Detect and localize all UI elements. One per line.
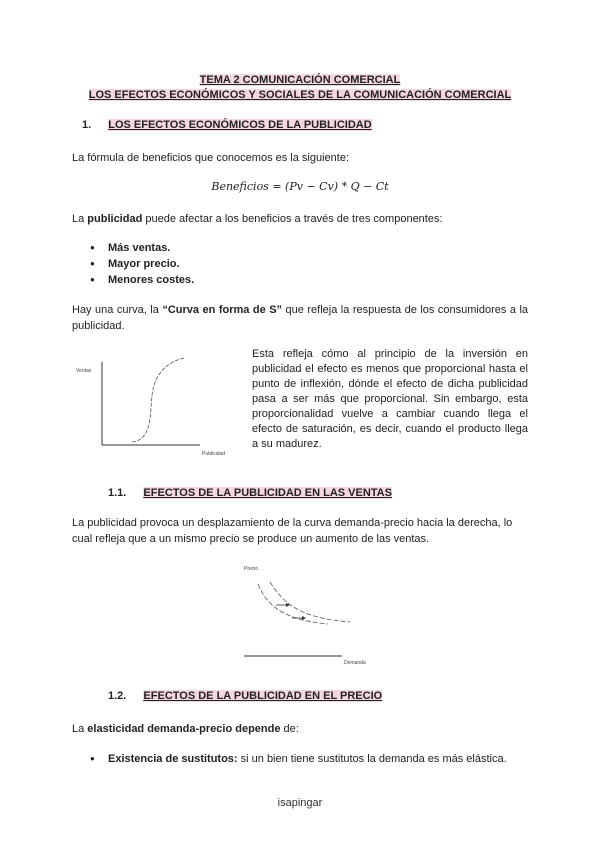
components-list — [86, 240, 194, 288]
list-item: ● Existencia de sustitutos: si un bien tiene sustitutos la demanda es más elástica. — [86, 751, 507, 767]
s-curve-intro: Hay una curva, la “Curva en forma de S” que refleja la respuesta de los consumidores a la publicidad. — [72, 304, 529, 332]
section-1-2-label: EFECTOS DE LA PUBLICIDAD EN EL PRECIO — [143, 690, 383, 702]
arrow-head — [302, 616, 306, 620]
demand-shift-chart — [240, 562, 380, 672]
section-1-1-number: 1.1. — [108, 487, 127, 499]
profit-formula: Beneficios = (Pv − Cv) * Q − Ct — [211, 180, 389, 193]
section-1-1-heading — [108, 487, 392, 499]
document-subtitle: LOS EFECTOS ECONÓMICOS Y SOCIALES DE LA COMUNICACIÓN COMERCIAL — [88, 89, 512, 101]
demand-y-label: Precio — [244, 566, 259, 572]
footer-author: isapingar — [277, 797, 323, 809]
list-item: ● Más ventas. — [86, 240, 194, 256]
elasticity-intro: La elasticidad demanda-precio depende de: — [72, 723, 299, 735]
s-curve-y-label: Ventas — [76, 368, 92, 374]
s-curve-chart — [72, 354, 242, 464]
document-title: TEMA 2 COMUNICACIÓN COMERCIAL — [199, 74, 401, 86]
demand-x-label: Demanda — [344, 660, 366, 666]
components-intro: La publicidad puede afectar a los beneficios a través de tres componentes: — [72, 213, 443, 225]
section-1-1-label: EFECTOS DE LA PUBLICIDAD EN LAS VENTAS — [143, 487, 392, 499]
section-1-2-heading — [108, 690, 382, 702]
s-curve-line — [132, 358, 184, 442]
section-1-number: 1. — [82, 119, 92, 131]
formula-intro: La fórmula de beneficios que conocemos es la siguiente: — [72, 152, 350, 164]
section-1-heading — [82, 119, 372, 131]
section-1-2-number: 1.2. — [108, 690, 127, 702]
s-curve-explanation: Esta refleja cómo al principio de la inversión en publicidad el efecto es menos que proporcional hasta el punto de inflexión, dónde el efecto de dicha publicidad pasa a ser más que proporcional. Sin embargo, esta proporcionalidad vuelve a cambiar cuando llega el efecto de saturación, es decir, cuando el producto llega a su madurez. — [252, 348, 528, 450]
demand-shift-figure — [240, 562, 380, 672]
list-item: ● Mayor precio. — [86, 256, 194, 272]
section-1-label: LOS EFECTOS ECONÓMICOS DE LA PUBLICIDAD — [108, 119, 372, 131]
arrow-head — [286, 603, 290, 607]
list-item: ● Menores costes. — [86, 272, 194, 288]
demand-curve-shifted — [270, 582, 350, 622]
sales-effect-text: La publicidad provoca un desplazamiento de la curva demanda-precio hacia la derecha, lo cual refleja que a un mismo precio se produce un aumento de las ventas. — [72, 517, 513, 545]
elasticity-list — [86, 751, 507, 767]
s-curve-x-label: Publicidad — [202, 451, 226, 457]
s-curve-figure — [72, 354, 242, 464]
